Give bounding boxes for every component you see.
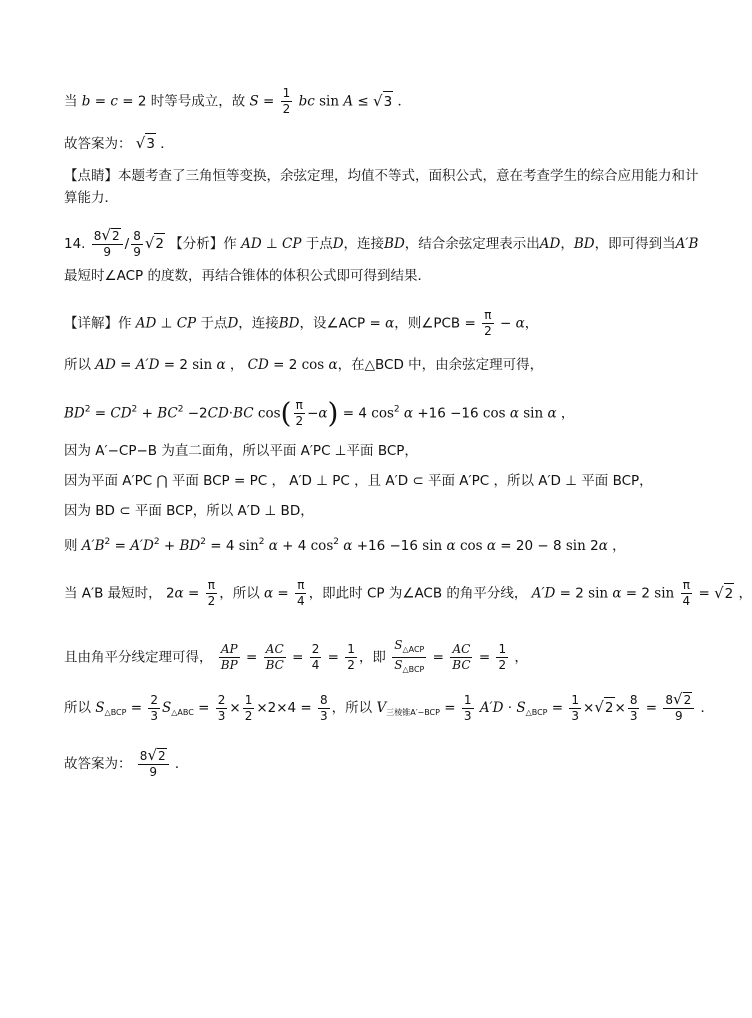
because-line-3: 因为 BD ⊂ 平面 BCP，所以 A′D ⊥ BD， bbox=[64, 503, 314, 519]
text-line-1: 当 b = c = 2 时等号成立，故 S = $\frac{1}{2}$ bc sin A ≤ √ 3 ． bbox=[64, 86, 411, 116]
bisector-line: 且由角平分线定理可得， $\frac{AP}{BP}$ = $\frac{AC}{BC}$ = $\frac{2}{4}$ = $\frac{1}{2}$ ，即 $\frac{S_{\triangle ACP}}{S_{\triangle BCP}}$ = $\frac{AC}{BC}$ = $\frac{1}{2}$ ， bbox=[64, 638, 528, 674]
so-line-1: 所以 AD = A′D = 2 sin α ， CD = 2 cos α，在△BCD 中，由余弦定理可得， bbox=[64, 357, 544, 373]
question-14-line: 14. 8 √ 2 9 / $\frac{8}{9}$ √ 2 【分析】作 AD ⊥ CP 于点D，连接BD，结合余弦定理表示出AD，BD，即可得到当A′B bbox=[64, 226, 699, 259]
because-line-1: 因为 A′−CP−B 为直二面角，所以平面 A′PC ⊥平面 BCP， bbox=[64, 443, 418, 459]
comment-line-1: 【点睛】本题考查了三角恒等变换，余弦定理，均值不等式，面积公式，意在考查学生的综合应用能力和计 bbox=[64, 168, 699, 184]
because-line-2: 因为平面 A′PC ⋂ 平面 BCP = PC ， A′D ⊥ PC ，且 A′D ⊂ 平面 A′PC ，所以 A′D ⊥ 平面 BCP， bbox=[64, 473, 653, 489]
area-volume-line: 所以 $S_{\triangle BCP}$ = $\frac{2}{3}$ $S_{\triangle ABC}$ = $\frac{2}{3}$ × $\frac{1}{2}$ ×2×4 = $\frac{8}{3}$ ，所以 $V_{三棱锥A'-BCP}$ = $\frac{1}{3}$ $A'D \cdot S_{\triangle BCP}$ = $\frac{1}{3}$ × √ 2 × $\frac{8}{3}$ = 8 √ 2 9 ． bbox=[64, 690, 715, 723]
detail-line-1: 【详解】作 AD ⊥ CP 于点D，连接BD，设∠ACP = α，则∠PCB = $\frac{\pi}{2}$ − α， bbox=[64, 308, 539, 338]
answer-line-1: 故答案为： √ 3 ． bbox=[64, 134, 174, 152]
comment-line-2: 算能力． bbox=[64, 190, 118, 206]
analysis-line-2: 最短时∠ACP 的度数，再结合锥体的体积公式即可得到结果． bbox=[64, 268, 431, 284]
when-line: 当 A′B 最短时， 2α = $\frac{\pi}{2}$ ，所以 α = $\frac{\pi}{4}$ ，即此时 CP 为∠ACB 的角平分线， A′D = 2 sin α = 2 sin $\frac{\pi}{4}$ = √ 2 ， bbox=[64, 578, 752, 608]
cosine-law-line: $BD^2 = CD^2 + BC^2 -2CD\cdot BC$ cos( $\frac{\pi}{2}$ −α) = 4 $\cos^2 \alpha +16 -16$ cos α sin α ， bbox=[64, 396, 575, 430]
then-line: 则 $A'B^2 = A'D^2 + BD^2 = 4$ $\sin^2 \alpha + 4$ $\cos^2 \alpha +16 -16$ sin α cos α = 20 − 8 sin 2α ， bbox=[64, 537, 626, 554]
final-answer-line: 故答案为： 8 √ 2 9 ． bbox=[64, 746, 189, 779]
